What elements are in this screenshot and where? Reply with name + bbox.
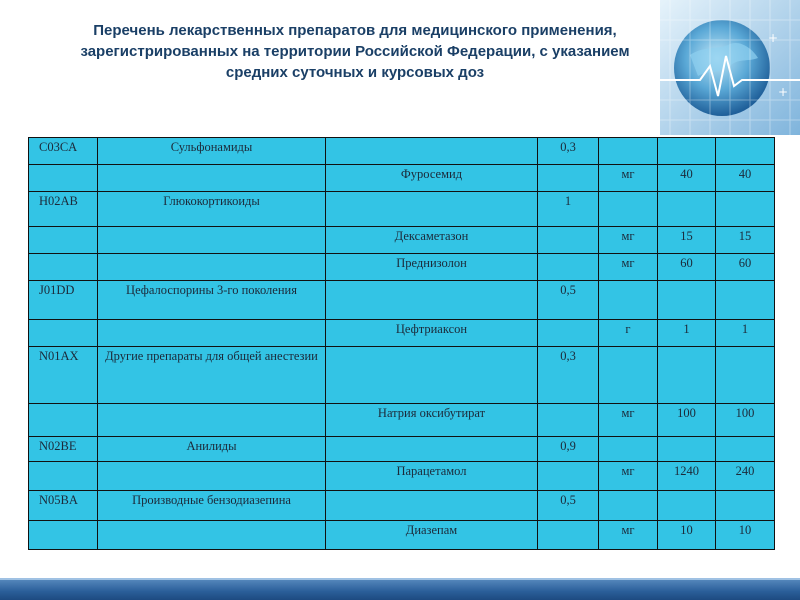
drug-cell bbox=[326, 192, 538, 227]
daily-dose-cell bbox=[658, 192, 716, 227]
ratio-cell: 0,3 bbox=[538, 347, 599, 404]
atc-code-cell: N02BE bbox=[29, 437, 98, 462]
group-cell: Цефалоспорины 3-го поколения bbox=[98, 281, 326, 320]
group-cell bbox=[98, 254, 326, 281]
table-row bbox=[29, 462, 775, 491]
daily-dose-cell bbox=[658, 347, 716, 404]
course-dose-cell: 240 bbox=[716, 462, 775, 491]
course-dose-cell: 40 bbox=[716, 165, 775, 192]
drug-cell bbox=[326, 347, 538, 404]
unit-cell: мг bbox=[599, 165, 658, 192]
ratio-cell bbox=[538, 404, 599, 437]
table-row bbox=[29, 192, 775, 227]
group-cell bbox=[98, 227, 326, 254]
svg-text:+: + bbox=[778, 85, 789, 99]
atc-code-cell bbox=[29, 521, 98, 550]
drug-cell bbox=[326, 281, 538, 320]
unit-cell: мг bbox=[599, 227, 658, 254]
group-cell: Глюкокортикоиды bbox=[98, 192, 326, 227]
atc-code-cell bbox=[29, 320, 98, 347]
ratio-cell bbox=[538, 165, 599, 192]
daily-dose-cell: 1 bbox=[658, 320, 716, 347]
title-line-3: средних суточных и курсовых доз bbox=[225, 64, 485, 81]
drug-cell: Цефтриаксон bbox=[326, 320, 538, 347]
unit-cell bbox=[599, 347, 658, 404]
table-row bbox=[29, 165, 775, 192]
unit-cell: мг bbox=[599, 254, 658, 281]
title-line-1: Перечень лекарственных препаратов для медицинского применения, bbox=[93, 22, 617, 39]
group-cell: Производные бензодиазепина bbox=[98, 491, 326, 521]
course-dose-cell bbox=[716, 437, 775, 462]
bottom-bar bbox=[0, 578, 800, 600]
title-line-2: зарегистрированных на территории Российской Федерации, с указанием bbox=[80, 43, 630, 60]
unit-cell: мг bbox=[599, 462, 658, 491]
course-dose-cell bbox=[716, 491, 775, 521]
unit-cell: г bbox=[599, 320, 658, 347]
course-dose-cell: 1 bbox=[716, 320, 775, 347]
daily-dose-cell: 10 bbox=[658, 521, 716, 550]
unit-cell bbox=[599, 491, 658, 521]
ratio-cell: 0,9 bbox=[538, 437, 599, 462]
atc-code-cell bbox=[29, 254, 98, 281]
atc-code-cell bbox=[29, 165, 98, 192]
drug-cell bbox=[326, 491, 538, 521]
daily-dose-cell: 15 bbox=[658, 227, 716, 254]
course-dose-cell: 100 bbox=[716, 404, 775, 437]
daily-dose-cell bbox=[658, 491, 716, 521]
table-row bbox=[29, 281, 775, 320]
ratio-cell: 0,3 bbox=[538, 138, 599, 165]
course-dose-cell bbox=[716, 138, 775, 165]
group-cell bbox=[98, 165, 326, 192]
group-cell bbox=[98, 404, 326, 437]
unit-cell bbox=[599, 437, 658, 462]
drug-cell: Натрия оксибутират bbox=[326, 404, 538, 437]
table-row bbox=[29, 404, 775, 437]
ratio-cell bbox=[538, 254, 599, 281]
table-row bbox=[29, 521, 775, 550]
daily-dose-cell bbox=[658, 281, 716, 320]
drug-cell bbox=[326, 138, 538, 165]
table-row bbox=[29, 320, 775, 347]
daily-dose-cell: 40 bbox=[658, 165, 716, 192]
group-cell bbox=[98, 320, 326, 347]
group-cell: Сульфонамиды bbox=[98, 138, 326, 165]
group-cell: Другие препараты для общей анестезии bbox=[98, 347, 326, 404]
drug-cell bbox=[326, 437, 538, 462]
atc-code-cell: H02AB bbox=[29, 192, 98, 227]
drug-table bbox=[28, 137, 775, 550]
daily-dose-cell: 1240 bbox=[658, 462, 716, 491]
table-row bbox=[29, 227, 775, 254]
group-cell bbox=[98, 521, 326, 550]
ratio-cell: 1 bbox=[538, 192, 599, 227]
group-cell: Анилиды bbox=[98, 437, 326, 462]
atc-code-cell: J01DD bbox=[29, 281, 98, 320]
ratio-cell bbox=[538, 521, 599, 550]
course-dose-cell: 60 bbox=[716, 254, 775, 281]
unit-cell bbox=[599, 281, 658, 320]
drug-cell: Преднизолон bbox=[326, 254, 538, 281]
unit-cell: мг bbox=[599, 521, 658, 550]
course-dose-cell bbox=[716, 192, 775, 227]
daily-dose-cell: 100 bbox=[658, 404, 716, 437]
ratio-cell bbox=[538, 320, 599, 347]
atc-code-cell: N01AX bbox=[29, 347, 98, 404]
unit-cell: мг bbox=[599, 404, 658, 437]
daily-dose-cell: 60 bbox=[658, 254, 716, 281]
atc-code-cell: C03CA bbox=[29, 138, 98, 165]
drug-cell: Диазепам bbox=[326, 521, 538, 550]
atc-code-cell bbox=[29, 404, 98, 437]
ratio-cell bbox=[538, 227, 599, 254]
page-title bbox=[20, 20, 690, 83]
group-cell bbox=[98, 462, 326, 491]
table-row bbox=[29, 491, 775, 521]
ratio-cell: 0,5 bbox=[538, 281, 599, 320]
atc-code-cell: N05BA bbox=[29, 491, 98, 521]
course-dose-cell bbox=[716, 281, 775, 320]
drug-cell: Парацетамол bbox=[326, 462, 538, 491]
table-row bbox=[29, 254, 775, 281]
ratio-cell bbox=[538, 462, 599, 491]
daily-dose-cell bbox=[658, 138, 716, 165]
course-dose-cell bbox=[716, 347, 775, 404]
table-row bbox=[29, 138, 775, 165]
table-row bbox=[29, 347, 775, 404]
unit-cell bbox=[599, 138, 658, 165]
daily-dose-cell bbox=[658, 437, 716, 462]
atc-code-cell bbox=[29, 227, 98, 254]
svg-text:+: + bbox=[768, 31, 779, 45]
table-row bbox=[29, 437, 775, 462]
drug-cell: Дексаметазон bbox=[326, 227, 538, 254]
unit-cell bbox=[599, 192, 658, 227]
ratio-cell: 0,5 bbox=[538, 491, 599, 521]
drug-cell: Фуросемид bbox=[326, 165, 538, 192]
course-dose-cell: 15 bbox=[716, 227, 775, 254]
atc-code-cell bbox=[29, 462, 98, 491]
course-dose-cell: 10 bbox=[716, 521, 775, 550]
